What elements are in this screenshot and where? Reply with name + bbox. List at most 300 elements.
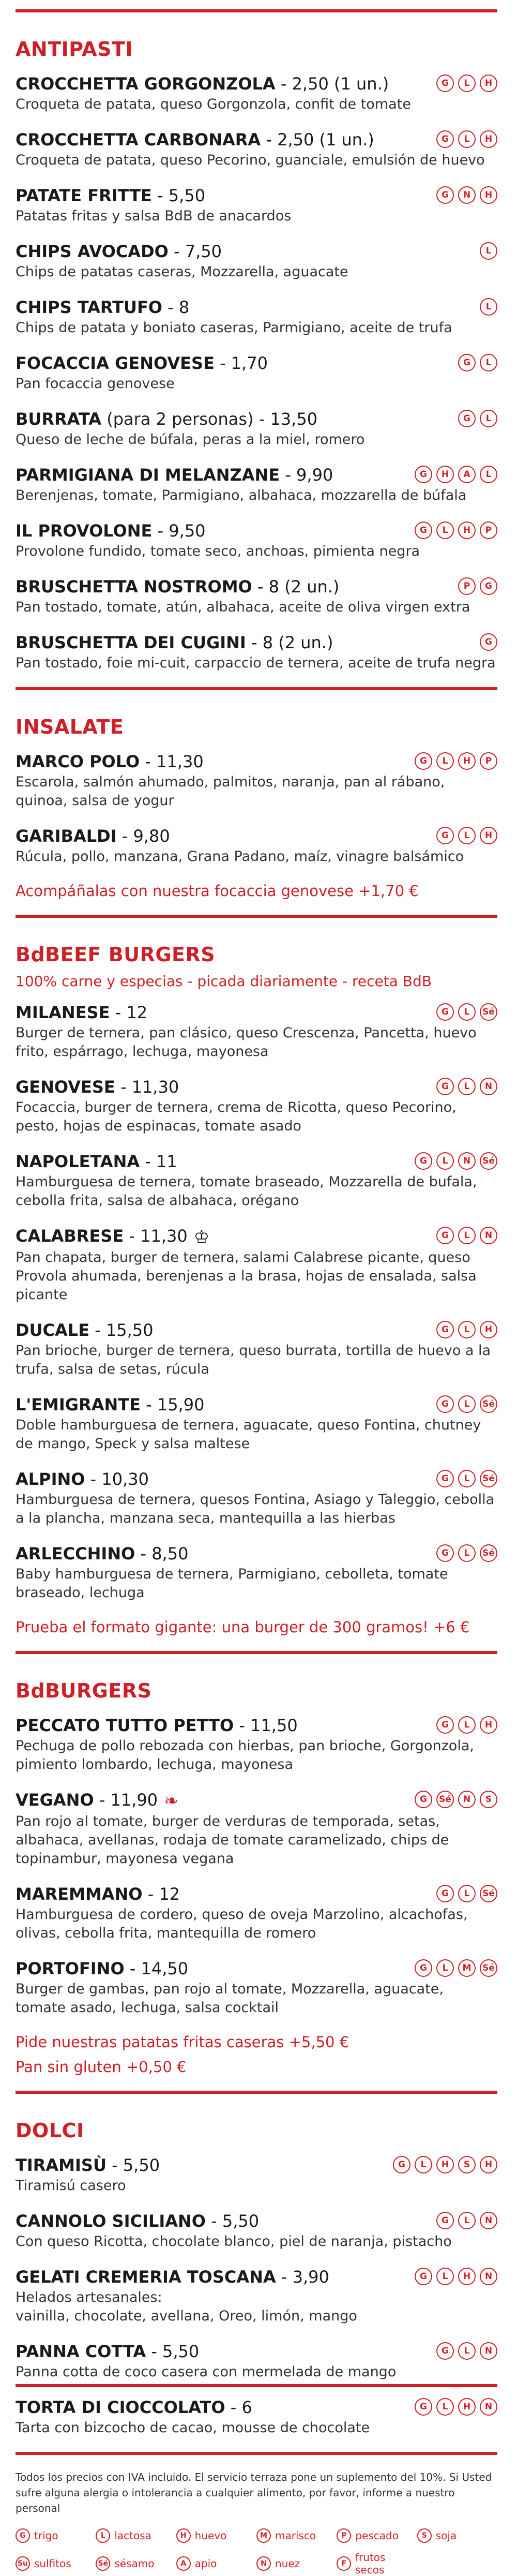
menu-item [16,750,497,810]
legend-label: nuez [275,2557,300,2570]
menu-item [16,352,497,393]
item-name: PATATE FRITTE [16,186,152,205]
item-name: BRUSCHETTA DEI CUGINI [16,633,246,652]
allergen-icon: L [458,827,476,844]
legend-label: trigo [34,2529,58,2542]
legend-item [337,2528,417,2543]
item-description: Croqueta de patata, queso Pecorino, guanciale, emulsión de huevo [16,152,485,168]
legend-item [16,2528,96,2543]
allergen-icon: G [436,1078,454,1095]
allergen-icon: L [436,2398,454,2416]
menu-item [16,1789,497,1868]
item-price: - 7,50 [168,242,222,261]
allergen-icons [415,752,497,770]
allergen-icon: Sé [480,1885,497,1902]
allergen-icon: H [480,1321,497,1338]
menu-item [16,1076,497,1136]
allergen-icon: L [480,242,497,260]
allergen-icon: L [458,1470,476,1487]
menu-item [16,2210,497,2251]
legend-label: apio [194,2557,217,2570]
top-rule [16,9,497,12]
item-name: CALABRESE [16,1226,124,1246]
allergen-icons [436,1885,497,1902]
allergen-icons [436,1544,497,1562]
legend-label: pescado [355,2529,399,2542]
menu-item [16,1957,497,2017]
allergen-icons [415,1791,497,1808]
item-heading [16,1542,497,1565]
item-price: - 11,30 [124,1226,188,1246]
allergen-icon: M [458,1959,476,1977]
menu-section-antipasti [16,39,497,673]
allergen-icon: G [458,410,476,427]
section-note: Prueba el formato gigante: una burger de 300 gramos! +6 € [16,1618,470,1636]
allergen-icon: P [480,522,497,539]
menu-item [16,2340,497,2381]
allergen-icon: L [458,2212,476,2229]
allergen-icon: L [458,1885,476,1902]
item-name: CHIPS AVOCADO [16,242,169,261]
item-name: PECCATO TUTTO PETTO [16,1716,234,1735]
item-price: - 15,90 [140,1395,205,1414]
allergen-icon: G [436,1885,454,1902]
allergen-icon: H [176,2528,191,2543]
bottom-rule [16,2384,497,2387]
allergen-icon: N [458,186,476,204]
menu-section-insalate [16,717,497,901]
legend-item [337,2551,417,2576]
section-note: Acompáñalas con nuestra focaccia genovese +1,70 € [16,882,419,900]
allergen-icon: G [436,130,454,148]
legend-item [16,2551,96,2576]
allergen-icon: G [436,1003,454,1021]
item-name: BURRATA [16,409,102,429]
section-title: BdBEEF BURGERS [16,943,216,966]
allergen-icon: H [458,752,476,770]
item-description: Pan tostado, foie mi-cuit, carpaccio de ternera, aceite de trufa negra [16,655,496,671]
allergen-icon: L [96,2528,110,2543]
item-name: VEGANO [16,1790,94,1810]
allergen-icons [436,1003,497,1021]
item-name: MARCO POLO [16,752,140,771]
item-description: Burger de gambas, pan rojo al tomate, Mozzarella, aguacate, tomate asado, lechuga, salsa cocktail [16,1981,444,2016]
allergen-icon: L [436,522,454,539]
allergen-icon: H [480,1716,497,1734]
item-name: L'EMIGRANTE [16,1395,141,1414]
item-price: - 6 [225,2398,252,2417]
menu-page [0,39,517,2576]
allergen-icon: G [415,1959,432,1977]
allergen-icon: G [415,466,432,483]
item-description: Burger de ternera, pan clásico, queso Crescenza, Pancetta, huevo frito, espárrago, lechuga, mayonesa [16,1025,477,1060]
legend-item [176,2528,256,2543]
allergen-icon: Sé [480,1470,497,1487]
allergen-icon: L [480,354,497,371]
menu-item [16,519,497,561]
allergen-icon: Sé [436,1791,454,1808]
allergen-icon: L [436,752,454,770]
item-price: - 15,50 [89,1320,154,1340]
menu-section-dolci [16,2121,497,2437]
item-price: - 8 [162,297,190,317]
item-name: MILANESE [16,1003,110,1022]
allergen-legend [16,2528,497,2576]
item-description: Hamburguesa de ternera, quesos Fontina, Asiago y Taleggio, cebolla a la plancha, manzana seca, mantequilla a las hierbas [16,1492,495,1526]
item-description: Focaccia, burger de ternera, crema de Ricotta, queso Pecorino, pesto, hojas de espinacas, tomate asado [16,1099,457,1134]
allergen-icon: L [436,1152,454,1170]
allergen-icon: Sé [480,1003,497,1021]
allergen-icon: H [436,466,454,483]
item-price: - 11,30 [140,752,204,771]
item-description: Pan chapata, burger de ternera, salami Calabrese picante, queso Provola ahumada, berenjenas a la brasa, hojas de ensalada, salsa picante [16,1249,477,1303]
allergen-icons [415,522,497,539]
item-heading [16,184,497,207]
allergen-icons [436,1716,497,1734]
allergen-icon: L [458,1078,476,1095]
item-description: Chips de patata y boniato caseras, Parmigiano, aceite de trufa [16,320,452,336]
item-price: - 5,50 [206,2211,260,2231]
allergen-icon: H [458,522,476,539]
item-heading [16,1393,497,1416]
item-price: - 11,90 [94,1790,158,1810]
menu-item [16,408,497,449]
allergen-icon: Sé [96,2556,110,2571]
allergen-icon: A [176,2556,191,2571]
item-price: - 14,50 [124,1959,189,1978]
item-heading [16,825,497,847]
item-heading [16,1714,497,1737]
allergen-icons [436,827,497,844]
section-divider [16,2091,497,2094]
allergen-icon: P [337,2528,351,2543]
item-heading [16,1468,497,1491]
item-price: - 12 [110,1003,148,1022]
allergen-icon: H [458,2268,476,2285]
menu-item [16,72,497,114]
item-description: Panna cotta de coco casera con mermelada de mango [16,2364,397,2380]
allergen-icon: L [458,1716,476,1734]
menu-item [16,1542,497,1602]
menu-item [16,1001,497,1061]
allergen-icon: H [480,130,497,148]
item-description: Pan tostado, tomate, atún, albahaca, aceite de oliva virgen extra [16,599,470,615]
allergen-icon: G [415,2398,432,2416]
item-price: - 11,30 [115,1077,179,1097]
item-heading [16,1225,497,1248]
allergen-icon: H [480,186,497,204]
allergen-icons [415,2268,497,2285]
allergen-icon: N [480,2398,497,2416]
allergen-icon: N [480,1078,497,1095]
item-name: MAREMMANO [16,1884,143,1904]
menu-item [16,1225,497,1304]
item-description: Pechuga de pollo rebozada con hierbas, pan brioche, Gorgonzola, pimiento lombardo, lechuga, mayonesa [16,1738,474,1773]
allergen-icon: N [458,1791,476,1808]
item-name: IL PROVOLONE [16,521,153,541]
item-description: Baby hamburguesa de ternera, Parmigiano, cebolleta, tomate braseado, lechuga [16,1566,448,1601]
item-price: - 10,30 [85,1469,149,1489]
allergen-icon: H [480,2156,497,2173]
allergen-icon: P [458,577,476,595]
item-price: - 3,90 [276,2267,329,2287]
allergen-icons [480,633,497,651]
item-description: Tarta con bizcocho de cacao, mousse de chocolate [16,2420,370,2436]
item-name: FOCACCIA GENOVESE [16,353,215,373]
allergen-icon: G [16,2528,30,2543]
allergen-icons [415,1152,497,1170]
allergen-icon: G [436,1716,454,1734]
allergen-icon: Sé [480,1395,497,1413]
item-name: ARLECCHINO [16,1544,135,1564]
item-price: - 2,50 (1 un.) [261,130,374,150]
allergen-icon: G [436,1321,454,1338]
allergen-icon: G [415,522,432,539]
legend-label: huevo [194,2529,227,2542]
item-price: - 12 [142,1884,180,1904]
menu-item [16,1150,497,1210]
item-description: Doble hamburguesa de ternera, aguacate, queso Fontina, chutney de mango, Speck y salsa maltese [16,1417,481,1452]
menu-item [16,2396,497,2437]
allergen-icon: L [458,1003,476,1021]
allergen-icon: M [256,2528,271,2543]
allergen-icon: H [458,2398,476,2416]
item-heading [16,296,497,319]
allergen-icon: L [458,130,476,148]
item-price: - 9,90 [280,465,333,485]
allergen-icons [436,1470,497,1487]
allergen-icon: L [480,410,497,427]
item-price: - 11,50 [234,1716,298,1735]
item-price: - 13,50 [253,409,318,429]
allergen-icons [436,2342,497,2360]
item-heading [16,1883,497,1905]
allergen-icon: L [436,1959,454,1977]
leaf-icon: ❧ [164,1791,179,1811]
allergen-icon: A [458,466,476,483]
allergen-icons [458,354,497,371]
allergen-icons [415,1959,497,1977]
menu-item [16,184,497,226]
menu-item [16,128,497,170]
allergen-icon: N [458,1152,476,1170]
allergen-icon: G [393,2156,410,2173]
allergen-icon: L [458,1544,476,1562]
allergen-icon: Sé [480,1152,497,1170]
allergen-icons [458,410,497,427]
item-name: BRUSCHETTA NOSTROMO [16,577,252,597]
allergen-icon: G [415,1791,432,1808]
footer-disclaimer: Todos los precios con IVA incluido. El servicio terraza pone un suplemento del 10%. Si Usted sufre alguna alergia o intolerancia a cualquier alimento, por favor, informe a nuestro personal [16,2471,492,2514]
allergen-icons [436,2212,497,2229]
item-heading [16,1319,497,1342]
item-price: - 5,50 [106,2155,160,2175]
allergen-icon: N [256,2556,271,2571]
allergen-icon: L [436,2268,454,2285]
allergen-icons [480,242,497,260]
allergen-icon: L [415,2156,432,2173]
item-description: Tiramisú casero [16,2178,126,2194]
item-heading [16,575,497,598]
allergen-icon: N [480,2268,497,2285]
item-price: - 11 [140,1152,177,1171]
menu-item [16,825,497,866]
item-price: - 8 (2 un.) [246,633,333,652]
allergen-icon: G [436,827,454,844]
allergen-icon: G [415,752,432,770]
allergen-icon: L [458,1227,476,1244]
allergen-icons [458,577,497,595]
allergen-icons [436,130,497,148]
allergen-icon: H [480,827,497,844]
allergen-icon: S [417,2528,432,2543]
allergen-icons [436,1395,497,1413]
allergen-icons [415,2398,497,2416]
section-divider [16,915,497,918]
menu-item [16,631,497,673]
allergen-icon: G [415,2268,432,2285]
allergen-icon: G [458,354,476,371]
allergen-icon: Sé [480,1544,497,1562]
item-name: PARMIGIANA DI MELANZANE [16,465,280,485]
item-price: - 8 (2 un.) [252,577,340,597]
section-divider [16,2452,497,2455]
allergen-icon: G [436,1227,454,1244]
item-description: Pan rojo al tomate, burger de verduras de temporada, setas, albahaca, avellanas, rodaja de tomate caramelizado, chips de topinambur, mayonesa vegana [16,1813,449,1867]
item-description: Hamburguesa de cordero, queso de oveja Marzolino, alcachofas, olivas, cebolla frita, mantequilla de romero [16,1907,468,1941]
allergen-icon: L [458,1321,476,1338]
item-name: CROCCHETTA GORGONZOLA [16,74,276,94]
chef-hat-icon: ♔ [193,1227,210,1247]
legend-label: sésamo [114,2557,155,2570]
item-heading [16,631,497,654]
allergen-icons [436,1078,497,1095]
item-description: Hamburguesa de ternera, tomate braseado, Mozzarella de bufala, cebolla frita, salsa de albahaca, orégano [16,1174,477,1209]
allergen-icon: Sé [480,1959,497,1977]
allergen-icon: G [436,2212,454,2229]
section-title: DOLCI [16,2119,84,2142]
menu-item [16,296,497,337]
item-description: Patatas fritas y salsa BdB de anacardos [16,208,292,224]
item-heading [16,72,497,95]
allergen-icon: L [458,75,476,92]
menu-item [16,1468,497,1528]
legend-label: frutos secos [355,2551,386,2576]
allergen-icon: G [480,633,497,651]
allergen-icon: N [480,2212,497,2229]
legend-item [176,2551,256,2576]
legend-label: sulfitos [34,2557,71,2570]
allergen-icon: G [436,1395,454,1413]
item-name: NAPOLETANA [16,1152,140,1171]
legend-item [417,2528,497,2543]
item-price: - 9,80 [116,826,170,846]
legend-label: lactosa [114,2529,151,2542]
allergen-icon: G [436,2342,454,2360]
section-title: INSALATE [16,716,124,738]
allergen-icon: L [458,2342,476,2360]
item-price: - 1,70 [214,353,268,373]
menu-section-bdbeef-burgers [16,945,497,1637]
legend-label: soja [435,2529,457,2542]
allergen-icons [436,186,497,204]
legend-item [96,2528,176,2543]
item-description: Pan focaccia genovese [16,376,175,392]
item-description: Rúcula, pollo, manzana, Grana Padano, maíz, vinagre balsámico [16,848,464,865]
item-price: - 5,50 [146,2342,200,2361]
allergen-icon: F [337,2556,351,2571]
allergen-icon: H [436,2156,454,2173]
allergen-icons [436,1227,497,1244]
item-name: TIRAMISÙ [16,2155,107,2175]
allergen-icon: N [480,2342,497,2360]
allergen-icon: H [480,75,497,92]
item-price: - 5,50 [151,186,206,205]
legend-item [256,2551,337,2576]
allergen-icon: S [480,1791,497,1808]
allergen-icons [480,298,497,316]
item-price: - 8,50 [135,1544,189,1564]
item-heading [16,408,497,430]
item-name: TORTA DI CIOCCOLATO [16,2398,225,2417]
item-description: Pan brioche, burger de ternera, queso burrata, tortilla de huevo a la trufa, salsa de setas, rúcula [16,1343,491,1377]
allergen-icons [436,1321,497,1338]
item-name: GELATI CREMERIA TOSCANA [16,2267,276,2287]
allergen-icon: P [480,752,497,770]
allergen-icon: L [458,1395,476,1413]
item-name: PANNA COTTA [16,2342,146,2361]
menu-item [16,464,497,505]
menu-item [16,575,497,617]
item-heading [16,240,497,263]
item-heading [16,2340,497,2363]
item-name: CANNOLO SICILIANO [16,2211,206,2231]
menu-section-bdburgers [16,1681,497,2077]
allergen-icons [415,466,497,483]
menu-item [16,2266,497,2326]
item-price: - 9,50 [152,521,206,541]
allergen-icon: G [480,577,497,595]
item-description: Berenjenas, tomate, Parmigiano, albahaca, mozzarella de búfala [16,487,467,503]
section-note: Pan sin gluten +0,50 € [16,2058,187,2076]
allergen-icon: G [415,1152,432,1170]
item-heading [16,352,497,375]
menu-item [16,1319,497,1379]
item-description: Provolone fundido, tomate seco, anchoas, pimienta negra [16,543,420,559]
allergen-icons [436,75,497,92]
item-description: Con queso Ricotta, chocolate blanco, piel de naranja, pistacho [16,2233,452,2250]
item-heading [16,2210,497,2232]
item-description: Escarola, salmón ahumado, palmitos, naranja, pan al rábano, quinoa, salsa de yogur [16,774,445,809]
menu-item [16,1883,497,1943]
item-description: Croqueta de patata, queso Gorgonzola, confit de tomate [16,96,411,112]
menu-item [16,1714,497,1774]
item-name: CHIPS TARTUFO [16,297,162,317]
item-name: GARIBALDI [16,826,117,846]
item-extra: (para 2 personas) [101,409,254,429]
section-title: ANTIPASTI [16,38,133,61]
section-subtitle: 100% carne y especias - picada diariamente - receta BdB [16,973,432,990]
item-name: GENOVESE [16,1077,115,1097]
section-title: BdBURGERS [16,1679,152,1702]
item-description: Helados artesanales: vainilla, chocolate, avellana, Oreo, limón, mango [16,2289,357,2324]
item-heading [16,128,497,151]
item-heading [16,1076,497,1098]
menu-item [16,2154,497,2195]
item-price: - 2,50 (1 un.) [275,74,389,94]
allergen-icon: S [458,2156,476,2173]
section-divider [16,1651,497,1654]
